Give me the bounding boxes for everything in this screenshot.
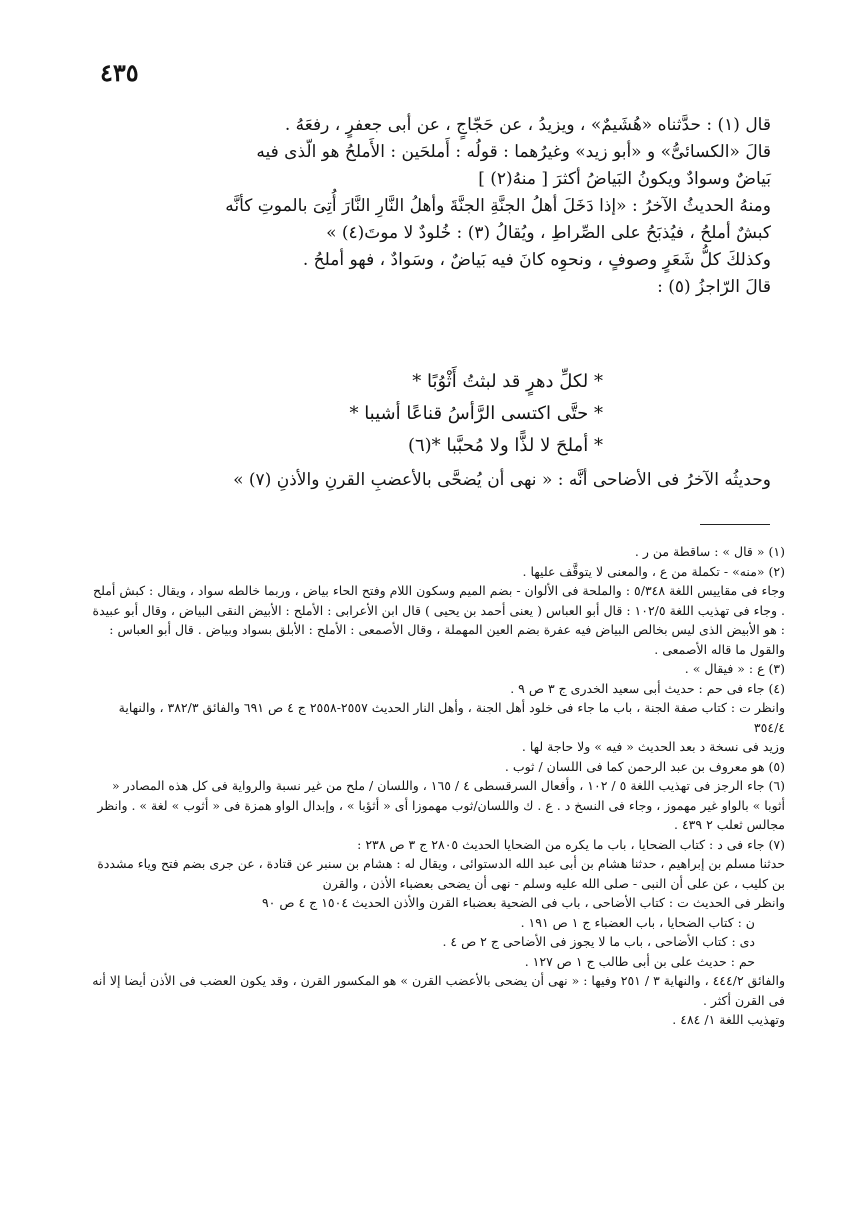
page-number: ٤٣٥ — [100, 58, 139, 87]
footnote-line: (٣) ع : « فيقال » . — [684, 661, 785, 676]
footnote-line: والفائق ٤٤٤/٢ ، والنهاية ٣ / ٢٥١ وفيها : « نهى أن يضحى بالأعضب القرن » هو المكسور القرن ، وقد يكون العضب فى الأذن أيضا إلا أنه فى القرن أكثر . — [92, 973, 785, 1008]
main-paragraph: قالَ الرّاجزُ (٥) : — [657, 277, 771, 297]
main-text — [110, 112, 771, 301]
footnote-line: (٢) «منه» - تكملة من ع ، والمعنى لا يتوقَّف عليها . — [522, 563, 785, 579]
footnote-line: (٤) جاء فى حم : حديث أبى سعيد الخدرى ج ٣ ص ٩ . — [510, 680, 785, 696]
footnote-line: (٥) هو معروف بن عبد الرحمن كما فى اللسان / ثوب . — [504, 758, 785, 774]
footnote-line: وزيد فى نسخة د بعد الحديث « فيه » ولا حاجة لها . — [521, 739, 785, 754]
footnote-divider — [700, 524, 770, 525]
footnote-line: وانظر فى الحديث ت : كتاب الأضاحى ، باب فى الضحية بعضباء القرن والأذن الحديث ١٥٠٤ ج ٤ ص ٩٠ — [261, 895, 785, 910]
main-paragraph: ومنهُ الحديثُ الآخرُ : «إذا دَخَلَ أهلُ الجنَّةِ الجنَّةَ وأهلُ النَّارِ النَّارَ أُتِىَ بالموتِ كأنَّه — [225, 196, 771, 216]
footnote-line: (٧) جاء فى د : كتاب الضحايا ، باب ما يكره من الضحايا الحديث ٢٨٠٥ ج ٣ ص ٢٣٨ : — [357, 836, 785, 852]
main-paragraph: وكذلكَ كلُّ شَعَرٍ وصوفٍ ، ونحوِه كانَ فيه بَياضٌ ، وسَوادٌ ، فهو أملحُ . — [302, 250, 771, 270]
footnote-line: (٦) جاء الرجز فى تهذيب اللغة ٥ / ١٠٢ ، وأفعال السرقسطى ٤ / ١٦٥ ، واللسان / ملح من غير نسبة والرواية فى كل هذه المصادر « أثوبا » بالواو غير مهموز ، وجاء فى النسخ د . ع . ك واللسان/ثوب مهموزا أى « أثؤبا » ، وإبدال الواو همزة فى « أثوب » لغة » . وانظر مجالس ثعلب ٢ ٤٣٩ . — [97, 778, 785, 832]
footnote-line: وانظر ت : كتاب صفة الجنة ، باب ما جاء فى خلود أهل الجنة ، وأهل النار الحديث ٢٥٥٧-٢٥٥٨ ج ٤ ص ٦٩١ والفائق ٣٨٢/٣ ، والنهاية ٣٥٤/٤ — [118, 700, 785, 735]
poem-verses — [250, 366, 603, 462]
main-paragraph: قال (١) : حدَّثناه «هُشَيمٌ» ، ويزيدُ ، عن حَجّاجٍ ، عن أبى جعفرٍ ، رفعَهُ . — [284, 115, 771, 135]
verse-line: * أملحَ لا لذًّا ولا مُحبَّبا *(٦) — [407, 435, 603, 456]
footnotes — [88, 542, 785, 1030]
footnote-line: وجاء فى مقاييس اللغة ٥/٣٤٨ : والملحة فى الألوان - بضم الميم وسكون اللام وفتح الحاء بياض ، وربما خالطه سواد ، ويقال : كبش أملح . وجاء فى تهذيب اللغة ١٠٢/٥ : قال أبو العباس ( يعنى أحمد بن يحيى ) قال ابن الأعرابى : الأملح : الأبيض النقى البياض ، وقال أبو عبيدة : هو الأبيض الذى ليس بخالص البياض فيه عفرة بضم العين المهملة ، وقال الأصمعى : الأملح : الأبلق بسواد وبياض . قال أبو العباس : والقول ما قاله الأصمعى . — [92, 583, 785, 657]
footnote-line: حم : حديث على بن أبى طالب ج ١ ص ١٢٧ . — [524, 953, 755, 969]
closing-line: وحديثُه الآخرُ فى الأضاحى أنَّه : « نهى أن يُضحَّى بالأعضبِ القرنِ والأذنِ (٧) » — [233, 470, 771, 490]
footnote-line: دى : كتاب الأضاحى ، باب ما لا يجوز فى الأضاحى ج ٢ ص ٤ . — [442, 934, 755, 949]
footnote-line: حدثنا مسلم بن إبراهيم ، حدثنا هشام بن أبى عبد الله الدستوائى ، ويقال له : هشام بن سنبر عن قتادة ، عن جرى بضم فتح وياء مشددة بن كليب ، عن على أن النبى - صلى الله عليه وسلم - نهى أن يضحى بعضباء الأذن ، والقرن — [97, 856, 785, 891]
verse-line: * لكلِّ دهرٍ قد لبثتُ أَثْوُبًا * — [412, 371, 603, 392]
verse-line: * حتَّى اكتسى الرَّأسُ قناعًا أشيبا * — [349, 403, 603, 424]
main-paragraph: قالَ «الكسائىُّ» و «أبو زيد» وغيرُهما : قولُه : أَملحَين : الأَملحُ هو الّذى فيه — [256, 142, 771, 162]
main-paragraph: بَياضٌ وسوادٌ ويكونُ البَياضُ أكثرَ [ منهُ(٢) ] — [478, 169, 771, 189]
footnote-line: وتهذيب اللغة ١/ ٤٨٤ . — [672, 1012, 785, 1027]
footnote-line: ن : كتاب الضحايا ، باب العضباء ج ١ ص ١٩١ . — [520, 914, 755, 930]
footnote-line: (١) « قال » : ساقطة من ر . — [634, 544, 785, 559]
main-paragraph: كبشٌ أملحُ ، فيُذبَحُ على الصِّراطِ ، ويُقالُ (٣) : خُلودٌ لا موتَ(٤) » — [326, 223, 771, 243]
